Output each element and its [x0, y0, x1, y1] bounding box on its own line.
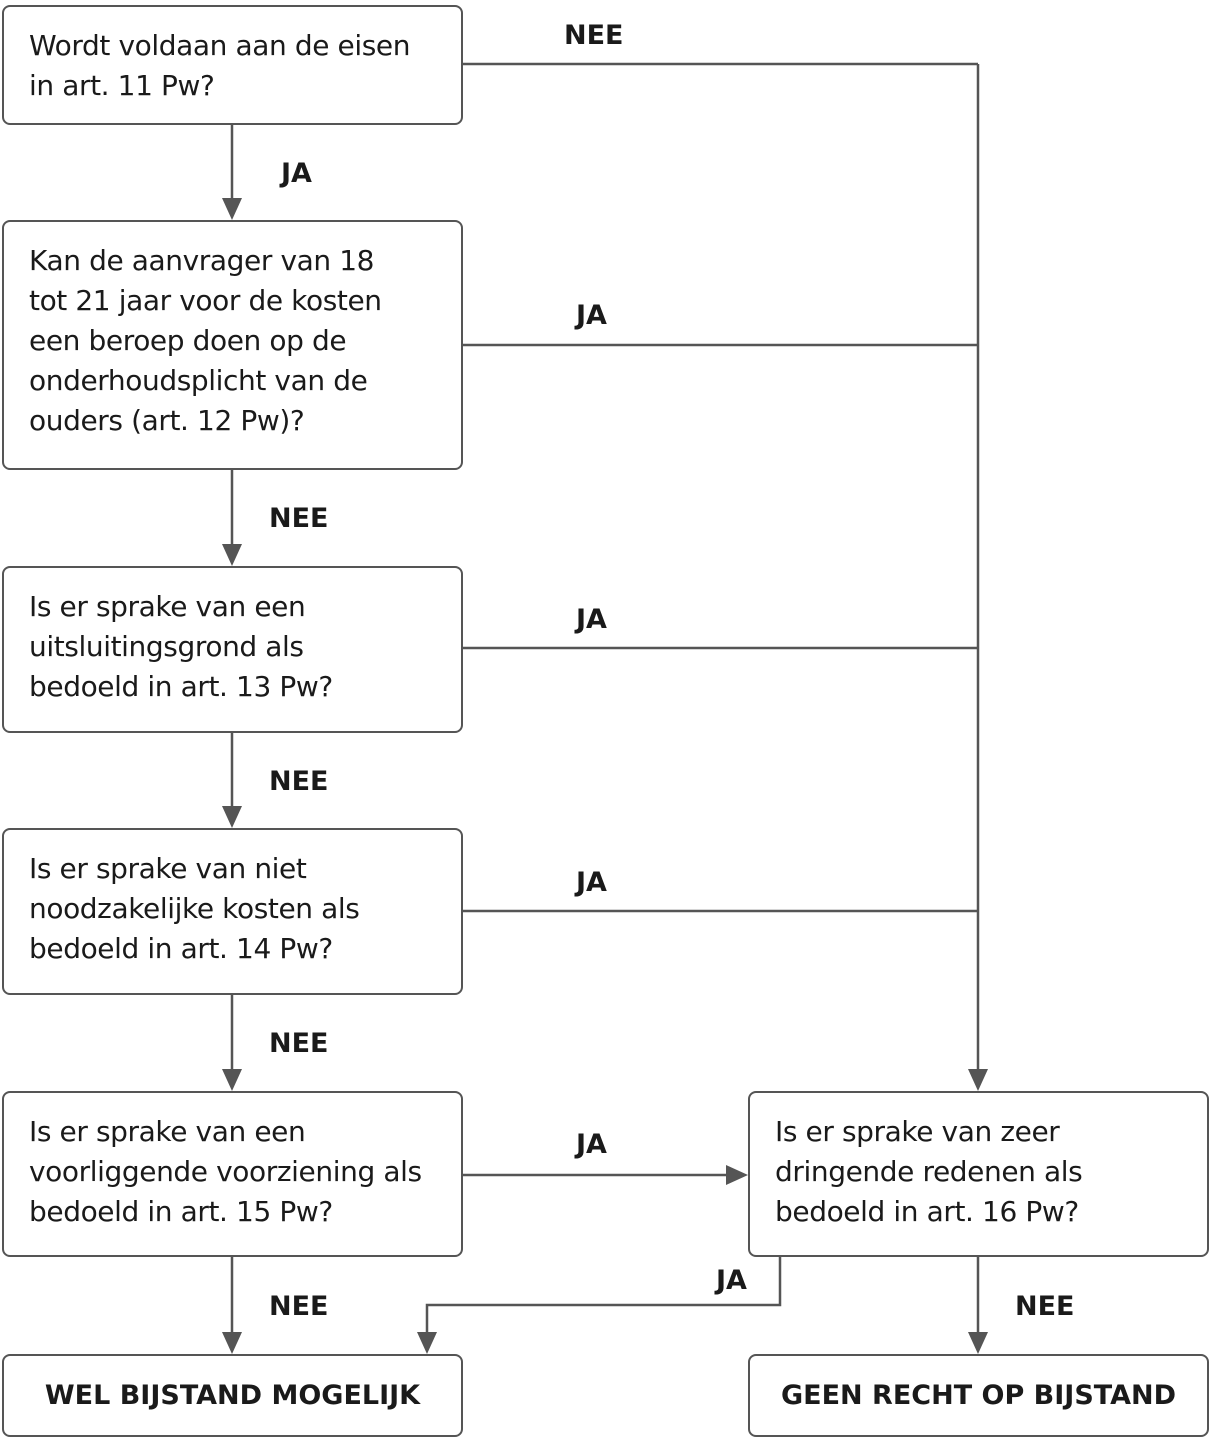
question-line: Is er sprake van een [29, 1115, 306, 1148]
question-line: bedoeld in art. 14 Pw? [29, 932, 333, 965]
edge-label-q5-nee: NEE [269, 1291, 329, 1322]
arrowhead-geen [968, 1332, 988, 1354]
question-box-art12 [2, 220, 463, 470]
arrowhead-wel [222, 1332, 242, 1354]
arrowhead-wel-from-q6 [417, 1332, 437, 1354]
question-line: ouders (art. 12 Pw)? [29, 404, 305, 437]
edge-label-q5-ja: JA [576, 1129, 607, 1160]
question-line: voorliggende voorziening als [29, 1155, 422, 1188]
question-line: Is er sprake van zeer [775, 1115, 1060, 1148]
question-line: dringende redenen als [775, 1155, 1083, 1188]
question-line: Is er sprake van niet [29, 852, 307, 885]
outcome-label: GEEN RECHT OP BIJSTAND [781, 1379, 1176, 1411]
question-line: tot 21 jaar voor de kosten [29, 284, 382, 317]
edge-label-q3-ja: JA [576, 604, 607, 635]
arrowhead-q6-from-trunk [968, 1069, 988, 1091]
outcome-box-wel-bijstand [2, 1354, 463, 1437]
question-line: bedoeld in art. 16 Pw? [775, 1195, 1079, 1228]
question-box-art11 [2, 5, 463, 125]
edge-label-q3-nee: NEE [269, 766, 329, 797]
question-line: Kan de aanvrager van 18 [29, 244, 375, 277]
edge-label-q2-nee: NEE [269, 503, 329, 534]
outcome-box-geen-recht [748, 1354, 1209, 1437]
question-box-art16 [748, 1091, 1209, 1257]
question-line: uitsluitingsgrond als [29, 630, 304, 663]
outcome-label: WEL BIJSTAND MOGELIJK [44, 1379, 421, 1411]
arrowhead-q4 [222, 806, 242, 828]
question-box-art15 [2, 1091, 463, 1257]
question-line: noodzakelijke kosten als [29, 892, 360, 925]
question-line: Wordt voldaan aan de eisen [29, 29, 411, 62]
arrowhead-q2 [222, 198, 242, 220]
question-line: bedoeld in art. 13 Pw? [29, 670, 333, 703]
edge-label-q6-nee: NEE [1015, 1291, 1075, 1322]
arrowhead-q6-from-q5 [726, 1165, 748, 1185]
edge-label-q4-nee: NEE [269, 1028, 329, 1059]
question-line: onderhoudsplicht van de [29, 364, 368, 397]
question-box-art14 [2, 828, 463, 995]
question-line: een beroep doen op de [29, 324, 347, 357]
question-line: in art. 11 Pw? [29, 69, 215, 102]
arrowhead-q5 [222, 1069, 242, 1091]
edge-label-q1-ja: JA [281, 158, 312, 189]
question-box-art13 [2, 566, 463, 733]
edge-label-q1-nee: NEE [564, 20, 624, 51]
arrowhead-q3 [222, 544, 242, 566]
edge-label-q2-ja: JA [576, 300, 607, 331]
edge-label-q4-ja: JA [576, 867, 607, 898]
edge-label-q6-ja: JA [716, 1265, 747, 1296]
question-line: Is er sprake van een [29, 590, 306, 623]
question-line: bedoeld in art. 15 Pw? [29, 1195, 333, 1228]
